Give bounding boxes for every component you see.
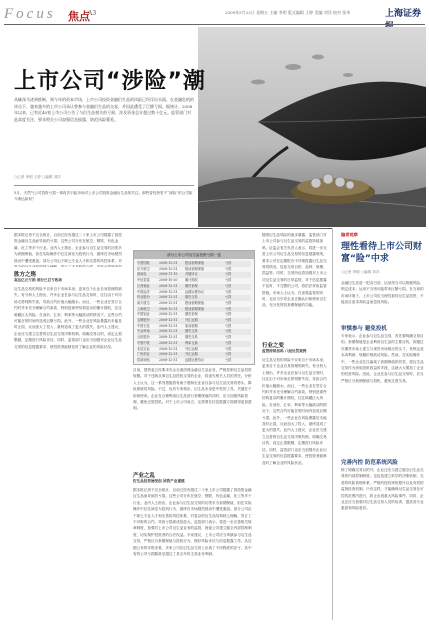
table-cell: 云铝股份 bbox=[137, 335, 150, 340]
table-cell: 亏损 bbox=[225, 283, 232, 288]
loss-table-body bbox=[137, 261, 251, 364]
table-cell: 期货交易 bbox=[185, 335, 198, 340]
section-title: 焦点 bbox=[68, 10, 90, 23]
sidebar-divider bbox=[332, 228, 333, 620]
table-cell: 外汇远期 bbox=[185, 352, 198, 357]
table-cell: 2008-12-31 bbox=[159, 346, 178, 351]
table-cell: 南方航空 bbox=[137, 300, 150, 305]
table-cell: 中国中铁 bbox=[137, 340, 150, 345]
table-cell: 燃油套期保值 bbox=[185, 300, 205, 305]
table-cell: 期货交易 bbox=[185, 329, 198, 334]
sidebar-body-2: 除了明确交易目的外，企业还应当建立健全衍生品交易的内部控制制度。这包括建立科学的决策机制、完善的风险管理体系、严格的授权审批程序以及有效的监督检查机制。只有这样，才能确保衍生品交易在可控的范围内进行，防止出现重大风险事件。同时，企业还应当加强对衍生品交易人员的培训，提高其专业素质和风险意识。 bbox=[341, 468, 424, 511]
table-cell: 期货交易 bbox=[185, 295, 198, 300]
table-cell: 亏损 bbox=[225, 312, 232, 317]
table-cell: 期货套保 bbox=[185, 283, 198, 288]
table-cell: 2008-12-31 bbox=[159, 340, 178, 345]
table-cell: 外汇远期 bbox=[185, 318, 198, 323]
table-cell: 2008-12-31 bbox=[159, 295, 178, 300]
column-1-body: 衍生品交易的风险不仅来自于市场本身，更来自于企业自身管理的缺失。有分析人士指出，许多企业在参与衍生品交易时，往往由于对市场走势判断失误，导致合约价值大幅缩水。而且，一些企业在签订合约时并未充分理解合约条款，特别是那些结构复杂的累计期权，往往暗藏巨大风险。在油价、汇率、利率等大幅波动的情况下，这些合约可能在短时间内造成巨额亏损。此外，一些企业在风险暴露后未能及时止损，反而加大了投入，最终造成了更大的损失。业内人士建议，企业应当建立完善的衍生品交易决策机制，明确交易目的，设定止损限额，定期进行风险评估。同时，监管部门也应当加强对企业衍生品交易的信息披露要求，使投资者能够及时了解企业的风险状况。 bbox=[14, 287, 122, 349]
table-cell: 亏损 bbox=[225, 300, 232, 305]
table-cell: 燃油套期保值 bbox=[185, 261, 205, 265]
table-cell: 宝钢股份 bbox=[137, 318, 150, 323]
subhead-1-deck: 高达亿元亏损 部分已巨亏收场 bbox=[14, 278, 62, 282]
subhead-1: 胜方之殇 bbox=[14, 272, 37, 278]
table-cell: 招商轮船 bbox=[137, 357, 150, 362]
header-rule bbox=[4, 24, 425, 25]
table-cell: 亏损 bbox=[225, 340, 232, 345]
table-cell: 东方航空 bbox=[137, 266, 150, 271]
table-cell: 中国国航 bbox=[137, 261, 150, 265]
table-cell: 2008-12-31 bbox=[159, 306, 178, 311]
table-cell: 中金岭南 bbox=[137, 329, 150, 334]
sidebar-label: 编者观察 bbox=[341, 232, 358, 237]
table-cell: 燃油套期保值 bbox=[185, 266, 205, 271]
table-cell: 亏损 bbox=[225, 352, 232, 357]
sidebar-subhead-1: 审慎参与 避免投机 bbox=[341, 326, 387, 332]
table-cell: 亏损 bbox=[225, 357, 232, 362]
table-cell: 深南电 bbox=[137, 272, 147, 277]
sidebar-body-1: 专家表示，企业参与衍生品交易，首先要明确交易目的。套期保值是企业利用衍生品的主要目的，即通过在期货市场上建立与现货市场相反的头寸，来锁定成本或利润，规避价格波动风险。然而，在实际操作中，一些企业往往偏离了套期保值的初衷，将衍生品交易作为获取投机收益的手段，这就大大增加了企业的经营风险。因此，企业在参与衍生品交易时，应当严格区分套期保值与投机，避免过度交易。 bbox=[341, 334, 424, 383]
column-2-lower: 据本报记者不完全统计，目前已经有超过二十家上市公司披露了因投资金融衍生品而导致的亏损。这些公司分布在航空、钢铁、有色金属、化工等多个行业。业内人士指出，企业参与衍生品交易的初衷多为套期保值，但在实际操作中往往演变为投机行为，最终在市场剧烈波动中遭受重创。部分公司由于缺乏专业人才和完善的风控体系，对复杂的衍生品结构缺乏理解，签订了不对称的合约，导致亏损被成倍放大。监管部门表示，将进一步完善相关规章制度，加强对上市公司衍生品业务的监管，督促公司建立健全内部控制制度，切实保护投资者的合法权益。专家建议，上市公司应当审慎参与衍生品交易，严格区分套期保值与投机行为，做好风险评估与信息披露工作。从近期公布的年报来看，多家公司在衍生品交易上出现了不同程度的浮亏，其中有的公司亏损额甚至超过了其全年的主营业务利润。 bbox=[133, 488, 252, 557]
table-cell: 上海航空 bbox=[137, 306, 150, 311]
table-cell: 期货套保 bbox=[185, 312, 198, 317]
section-page: A3 bbox=[88, 10, 97, 17]
table-cell: 2008-12-31 bbox=[159, 323, 178, 328]
table-cell: 2008-12-31 bbox=[159, 289, 178, 294]
table-cell: 2008-12-31 bbox=[159, 261, 178, 265]
table-cell: 亏损 bbox=[225, 278, 232, 283]
hero-illustration bbox=[198, 27, 426, 227]
table-cell: 累计期权 bbox=[185, 278, 198, 283]
table-cell: 江西铜业 bbox=[137, 283, 150, 288]
table-cell: 利率互换 bbox=[185, 340, 198, 345]
lead-byline: ○记者 李明 王婷 ○编辑 刘洋 bbox=[14, 175, 61, 179]
table-cell: 2008-11-15 bbox=[159, 272, 178, 277]
table-cell: 中国石化 bbox=[137, 323, 150, 328]
intro-paragraph: 5月，天然气公司投资亏损一事再次引起市场对上市公司投资金融衍生品的关注。那些曾经热衷于“涉险”的公司如今命运如何？ bbox=[14, 191, 193, 202]
table-cell: 亏损 bbox=[225, 295, 232, 300]
paper-name: 上海证券 bbox=[385, 9, 422, 19]
table-cell: 亏损 bbox=[225, 289, 232, 294]
subhead-3-deck: 监管持续加码 八起处罚案例 bbox=[262, 349, 307, 353]
column-1-top: 据本报记者不完全统计，目前已经有超过二十家上市公司披露了因投资金融衍生品而导致的亏损。这些公司分布在航空、钢铁、有色金属、化工等多个行业。业内人士指出，企业参与衍生品交易的初衷多为套期保值，但在实际操作中往往演变为投机行为，最终在市场剧烈波动中遭受重创。部分公司由于缺乏专业人才和完善的风控体系，对 bbox=[14, 233, 122, 263]
table-cell: 2008-12-31 bbox=[159, 318, 178, 323]
table-cell: 中国铝业 bbox=[137, 312, 150, 317]
table-cell: 2008-12-31 bbox=[159, 283, 178, 288]
table-cell: 远期运费协议 bbox=[185, 357, 205, 362]
main-headline: 上市公司“涉险”潮 bbox=[14, 69, 206, 94]
table-cell: 燃油套期保值 bbox=[185, 306, 205, 311]
table-cell: 中信泰富 bbox=[137, 278, 150, 283]
sidebar-subhead-2: 完善内控 防范系统风险 bbox=[341, 460, 398, 466]
table-cell: 亏损 bbox=[225, 266, 232, 271]
lead-paragraph: 从蛛丝马迹到推断，到今年的资本市场，上市公司投资金融衍生品的风险已经浮出水面。在金融危机的冲击下，越来越多的上市公司承认曾参与金融衍生品的交易，并因此遭受了巨额亏损。据统计，2008年以来，已有近40家上市公司公告了与衍生品相关的亏损，涉及资金总计超过数十亿元。监管部门对此高度关注，要求相关公司加强信息披露，防范风险蔓延。 bbox=[14, 97, 194, 122]
subhead-2: 产业之乱 bbox=[133, 473, 156, 479]
column-3-top: 随着衍生品风险的逐步暴露，监管部门对上市公司参与衍生品交易的监管持续加码。证监会有关负责人表示，将进一步完善上市公司衍生品交易的信息披露规则，要求公司在定期报告中详细披露衍生品交易的情况，包括交易目的、品种、规模、损益等。同时，交易所也将加强对上市公司衍生品交易的日常监管，对于信息披露不及时、不完整的公司，将依法采取监管措施。市场人士认为，在加强监管的同时，也应当引导企业正确认识和使用衍生品，充分发挥其套期保值的功能。 bbox=[262, 233, 327, 308]
table-cell: 亏损 bbox=[225, 323, 232, 328]
table-cell: 原油套期 bbox=[185, 323, 198, 328]
table-cell: 亏损 bbox=[225, 335, 232, 340]
subhead-3: 行业之变 bbox=[262, 343, 285, 349]
table-cell: 亏损 bbox=[225, 329, 232, 334]
table-cell: 2008-12-31 bbox=[159, 266, 178, 271]
table-cell: 亏损 bbox=[225, 346, 232, 351]
sidebar-intro: 金融衍生品是一把双刃剑，运用得当可以规避风险、锁定成本；运用不当则可能带来巨额亏损。在当前的市场环境下，上市公司应当理性看待衍生品投资，不能盲目追求高收益而忽视风险。 bbox=[341, 281, 424, 305]
loss-table bbox=[133, 250, 255, 365]
table-cell: 2008-12-31 bbox=[159, 357, 178, 362]
table-cell: 亏损 bbox=[225, 272, 232, 277]
table-cell: 远期运费协议 bbox=[185, 289, 205, 294]
table-cell: 亏损 bbox=[225, 318, 232, 323]
hero-photo bbox=[198, 27, 426, 227]
body-rule bbox=[4, 228, 332, 229]
table-cell: 锌业股份 bbox=[137, 295, 150, 300]
table-cell: 亏损 bbox=[225, 261, 232, 265]
masthead-info: 2009年5月22日 星期五 主编 李明 版式编辑 王婷 美编 刘洋 校对 张华 bbox=[225, 10, 351, 15]
table-cell: 中国远洋 bbox=[137, 289, 150, 294]
table-cell: 2008-10-20 bbox=[159, 278, 178, 283]
table-cell: 亏损 bbox=[225, 306, 232, 311]
table-cell: 广州药业 bbox=[137, 352, 150, 357]
column-2-body: 目前，国资委已经要求央企全面清理金融衍生品业务，严格控制衍生品投资规模。对于违规从事衍生品投机交易的企业，将追究相关人员的责任。分析人士认为，这一系列措施将有助于遏制企业盲目参与衍生品交易的势头，降低系统性风险。不过，也有专家指出，衍生品本身是中性的工具，关键在于如何使用。企业在合理利用衍生品进行套期保值的同时，应当加强风险管理，避免过度投机。对于上市公司而言，还需要在信息披露方面做得更加透明。 bbox=[133, 368, 252, 411]
sidebar-headline: 理性看待上市公司财富“险”中求 bbox=[341, 242, 423, 264]
table-cell: 北辰实业 bbox=[137, 346, 150, 351]
table-row bbox=[137, 358, 251, 364]
table-cell: 2008-12-31 bbox=[159, 300, 178, 305]
loss-table-title: 部分上市公司衍生品投资亏损一览 bbox=[134, 251, 254, 259]
table-cell: 外汇远期 bbox=[185, 346, 198, 351]
table-cell: 2008-12-31 bbox=[159, 352, 178, 357]
lead-divider bbox=[14, 185, 194, 186]
table-cell: 对赌协议 bbox=[185, 272, 198, 277]
table-cell: 2008-12-31 bbox=[159, 329, 178, 334]
column-3-body: 衍生品交易的风险不仅来自于市场本身，更来自于企业自身管理的缺失。有分析人士指出，许多企业在参与衍生品交易时，往往由于对市场走势判断失误，导致合约价值大幅缩水。而且，一些企业在签订合约时并未充分理解合约条款，特别是那些结构复杂的累计期权，往往暗藏巨大风险。在油价、汇率、利率等大幅波动的情况下，这些合约可能在短时间内造成巨额亏损。此外，一些企业在风险暴露后未能及时止损，反而加大了投入，最终造成了更大的损失。业内人士建议，企业应当建立完善的衍生品交易决策机制，明确交易目的，设定止损限额，定期进行风险评估。同时，监管部门也应当加强对企业衍生品交易的信息披露要求，使投资者能够及时了解企业的风险状况。 bbox=[262, 358, 327, 465]
table-cell: 2008-12-31 bbox=[159, 312, 178, 317]
section-focus-label: Focus bbox=[4, 6, 56, 22]
table-cell: 2008-12-31 bbox=[159, 335, 178, 340]
subhead-2-deck: 衍生品投资屡受创 国资产业谨慎 bbox=[133, 479, 185, 483]
sidebar-byline: ○记者 李明 ○编辑 刘洋 bbox=[341, 270, 380, 274]
